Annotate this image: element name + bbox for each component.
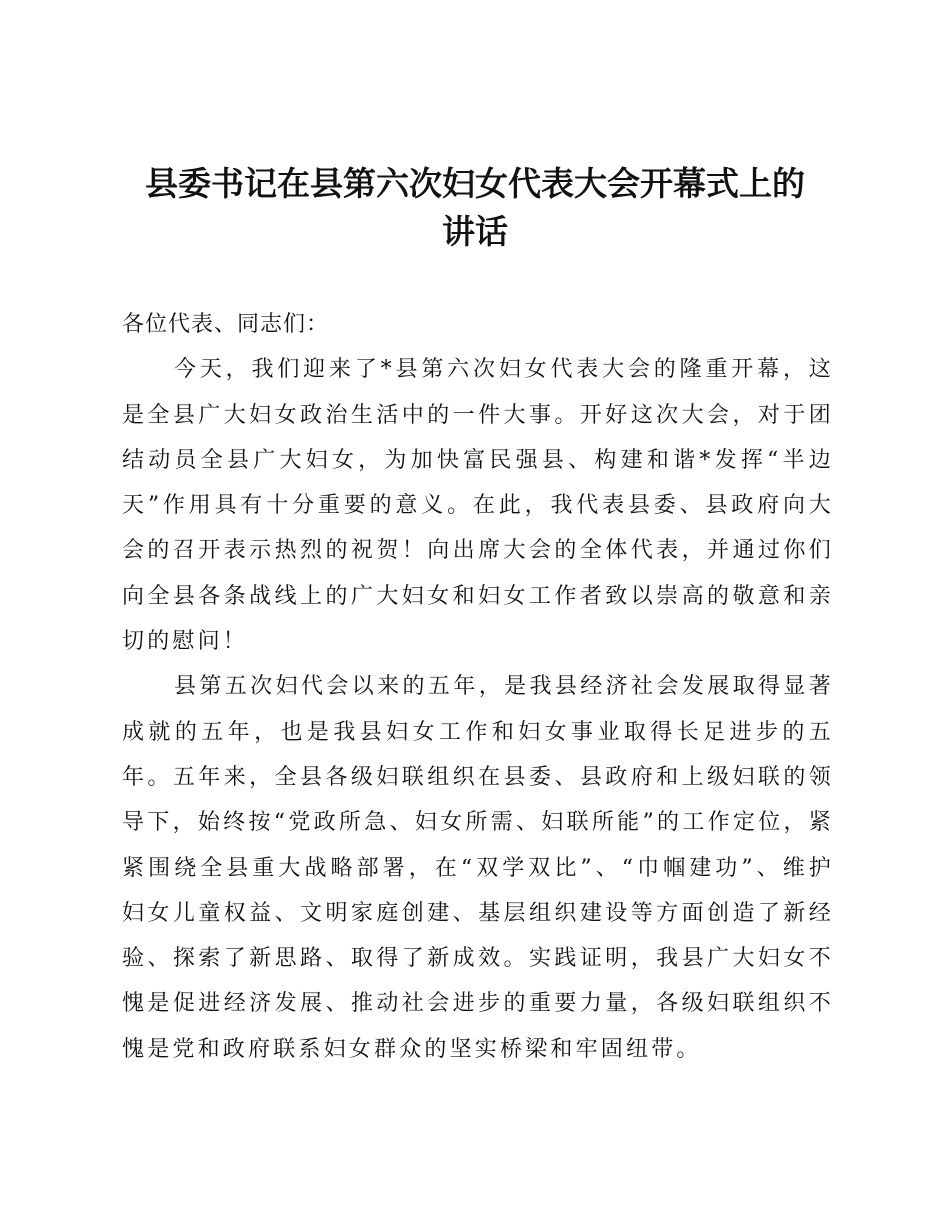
document-title bbox=[120, 160, 830, 256]
paragraph-1: 今天，我们迎来了*县第六次妇女代表大会的隆重开幕，这是全县广大妇女政治生活中的一件大事。开好这次大会，对于团结动员全县广大妇女，为加快富民强县、构建和谐*发挥“半边天”作用具有十分重要的意义。在此，我代表县委、县政府向大会的召开表示热烈的祝贺！向出席大会的全体代表，并通过你们向全县各条战线上的广大妇女和妇女工作者致以崇高的敬意和亲切的慰问！ bbox=[122, 357, 834, 655]
document-body bbox=[122, 302, 834, 1072]
document-title-line-2: 讲话 bbox=[442, 212, 508, 251]
paragraph-2: 县第五次妇代会以来的五年，是我县经济社会发展取得显著成就的五年，也是我县妇女工作和妇女事业取得长足进步的五年。五年来，全县各级妇联组织在县委、县政府和上级妇联的领导下，始终按“党政所急、妇女所需、妇联所能”的工作定位，紧紧围绕全县重大战略部署，在“双学双比”、“巾帼建功”、维护妇女儿童权益、文明家庭创建、基层组织建设等方面创造了新经验、探索了新思路、取得了新成效。实践证明，我县广大妇女不愧是促进经济发展、推动社会进步的重要力量，各级妇联组织不愧是党和政府联系妇女群众的坚实桥梁和牢固纽带。 bbox=[122, 674, 834, 1062]
document-title-line-1: 县委书记在县第六次妇女代表大会开幕式上的 bbox=[145, 164, 805, 203]
salutation: 各位代表、同志们： bbox=[122, 312, 330, 337]
